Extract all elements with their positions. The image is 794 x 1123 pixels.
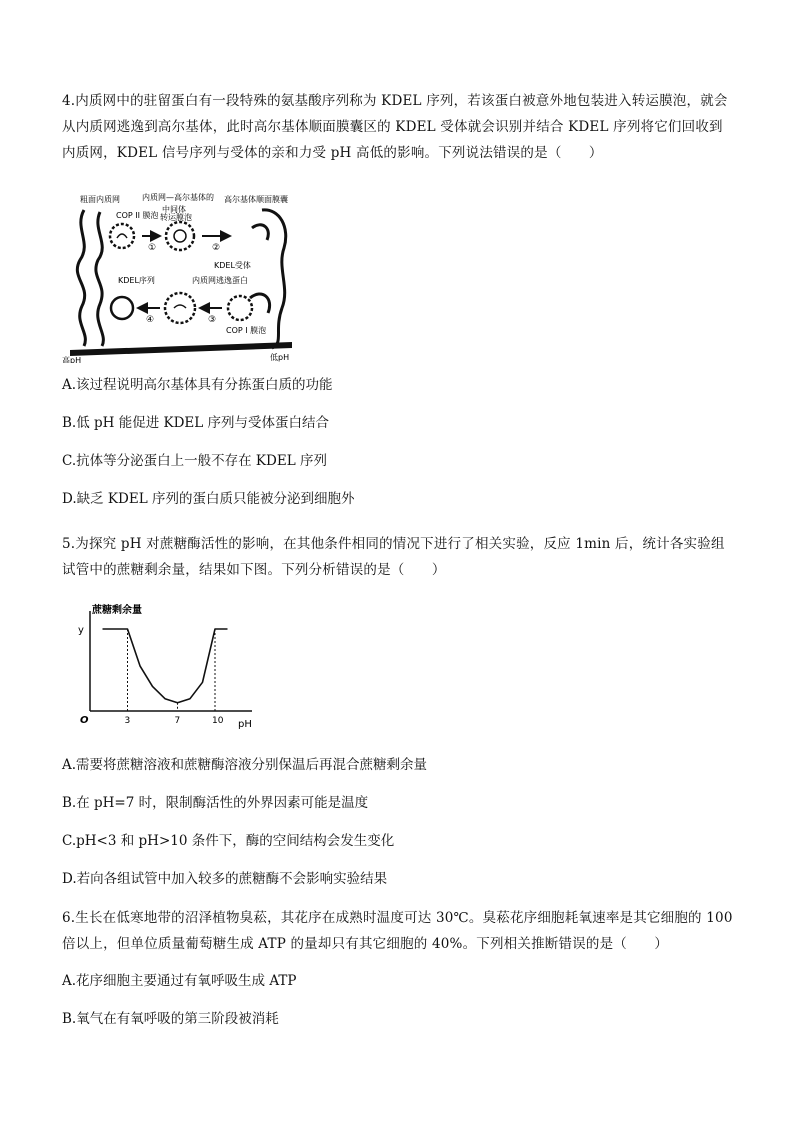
label-step-4: ④ [146, 315, 155, 325]
label-step-2: ② [212, 243, 221, 253]
label-er-golgi: 内质网—高尔基体的 [142, 193, 214, 202]
label-step-1: ① [148, 243, 157, 253]
question-6 [62, 905, 734, 1029]
q5-option-b: B.在 pH=7 时，限制酶活性的外界因素可能是温度 [62, 795, 369, 811]
x-tick-label-10: 10 [212, 716, 224, 726]
q5-option-a: A.需要将蔗糖溶液和蔗糖酶溶液分别保温后再混合蔗糖剩余量 [62, 757, 428, 773]
question-4 [62, 88, 734, 509]
q6-option-a: A.花序细胞主要通过有氧呼吸生成 ATP [62, 973, 297, 989]
label-cop2: COP II 膜泡 [116, 211, 159, 220]
origin-label: O [80, 715, 89, 726]
label-cop1: COP I 膜泡 [226, 326, 267, 335]
label-rough-er: 粗面内质网 [80, 195, 120, 204]
q5-figure-ph-chart [62, 603, 734, 733]
q5-stem-line-1: 5.为探究 pH 对蔗糖酶活性的影响，在其他条件相同的情况下进行了相关实验，反应 1min 后，统计各实验组 [62, 536, 725, 552]
label-transport-vesicle: 转运膜泡 [160, 213, 192, 222]
q4-stem-line-2: 从内质网逃逸到高尔基体，此时高尔基体顺面膜囊区的 KDEL 受体就会识别并结合 KDEL 序列将它们回收到 [62, 119, 723, 135]
y-tick-label: y [78, 625, 84, 636]
er-return-vesicle [111, 297, 133, 319]
label-high-ph: 高pH [62, 356, 82, 363]
er-membrane [77, 210, 85, 346]
er-membrane-inner [96, 212, 103, 346]
exam-page [62, 88, 734, 1029]
q4-option-b: B.低 pH 能促进 KDEL 序列与受体蛋白结合 [62, 415, 330, 431]
x-tick-label-3: 3 [124, 716, 131, 726]
label-escaped-protein: 内质网逃逸蛋白 [192, 276, 248, 285]
label-golgi-cis: 高尔基体顺面膜囊 [224, 195, 288, 204]
q4-option-c: C.抗体等分泌蛋白上一般不存在 KDEL 序列 [62, 453, 327, 469]
q6-option-b: B.氧气在有氧呼吸的第三阶段被消耗 [62, 1011, 279, 1027]
cop2-vesicle [110, 224, 134, 248]
label-kdel-receptor: KDEL受体 [214, 261, 251, 270]
q4-option-a: A.该过程说明高尔基体具有分拣蛋白质的功能 [62, 377, 333, 393]
label-kdel-sequence: KDEL序列 [118, 276, 155, 285]
q6-stem-line-1: 6.生长在低寒地带的沼泽植物臭菘，其花序在成熟时温度可达 30℃。臭菘花序细胞耗氧速率是其它细胞的 100 [62, 910, 733, 926]
y-axis-label: 蔗糖剩余量 [92, 605, 142, 616]
question-5 [62, 531, 734, 889]
label-low-ph: 低pH [270, 353, 290, 362]
label-step-3: ③ [208, 315, 217, 325]
sucrose-remaining-curve [103, 629, 228, 703]
q4-figure-kdel-cycle [62, 188, 734, 363]
q6-stem-line-2: 倍以上，但单位质量葡萄糖生成 ATP 的量却只有其它细胞的 40%。下列相关推断错误的是（ ） [62, 936, 669, 952]
label-intermediate: 中间体 [162, 205, 186, 214]
cop1-return-vesicle [165, 293, 195, 323]
q5-stem-line-2: 试管中的蔗糖剩余量，结果如下图。下列分析错误的是（ ） [62, 562, 446, 578]
q5-option-d: D.若向各组试管中加入较多的蔗糖酶不会影响实验结果 [62, 871, 388, 887]
q5-option-c: C.pH<3 和 pH>10 条件下，酶的空间结构会发生变化 [62, 833, 395, 849]
q4-option-d: D.缺乏 KDEL 序列的蛋白质只能被分泌到细胞外 [62, 491, 355, 507]
x-axis-label: pH [238, 719, 252, 730]
q4-stem-line-3: 内质网，KDEL 信号序列与受体的亲和力受 pH 高低的影响。下列说法错误的是（ ） [62, 145, 603, 161]
cop1-vesicle [228, 296, 252, 320]
x-tick-label-7: 7 [174, 716, 181, 726]
transport-vesicle [166, 222, 194, 250]
q4-stem-line-1: 4.内质网中的驻留蛋白有一段特殊的氨基酸序列称为 KDEL 序列，若该蛋白被意外地包装进入转运膜泡，就会 [62, 93, 728, 109]
kdel-diagram [62, 188, 322, 363]
sucrose-ph-chart [62, 603, 262, 733]
